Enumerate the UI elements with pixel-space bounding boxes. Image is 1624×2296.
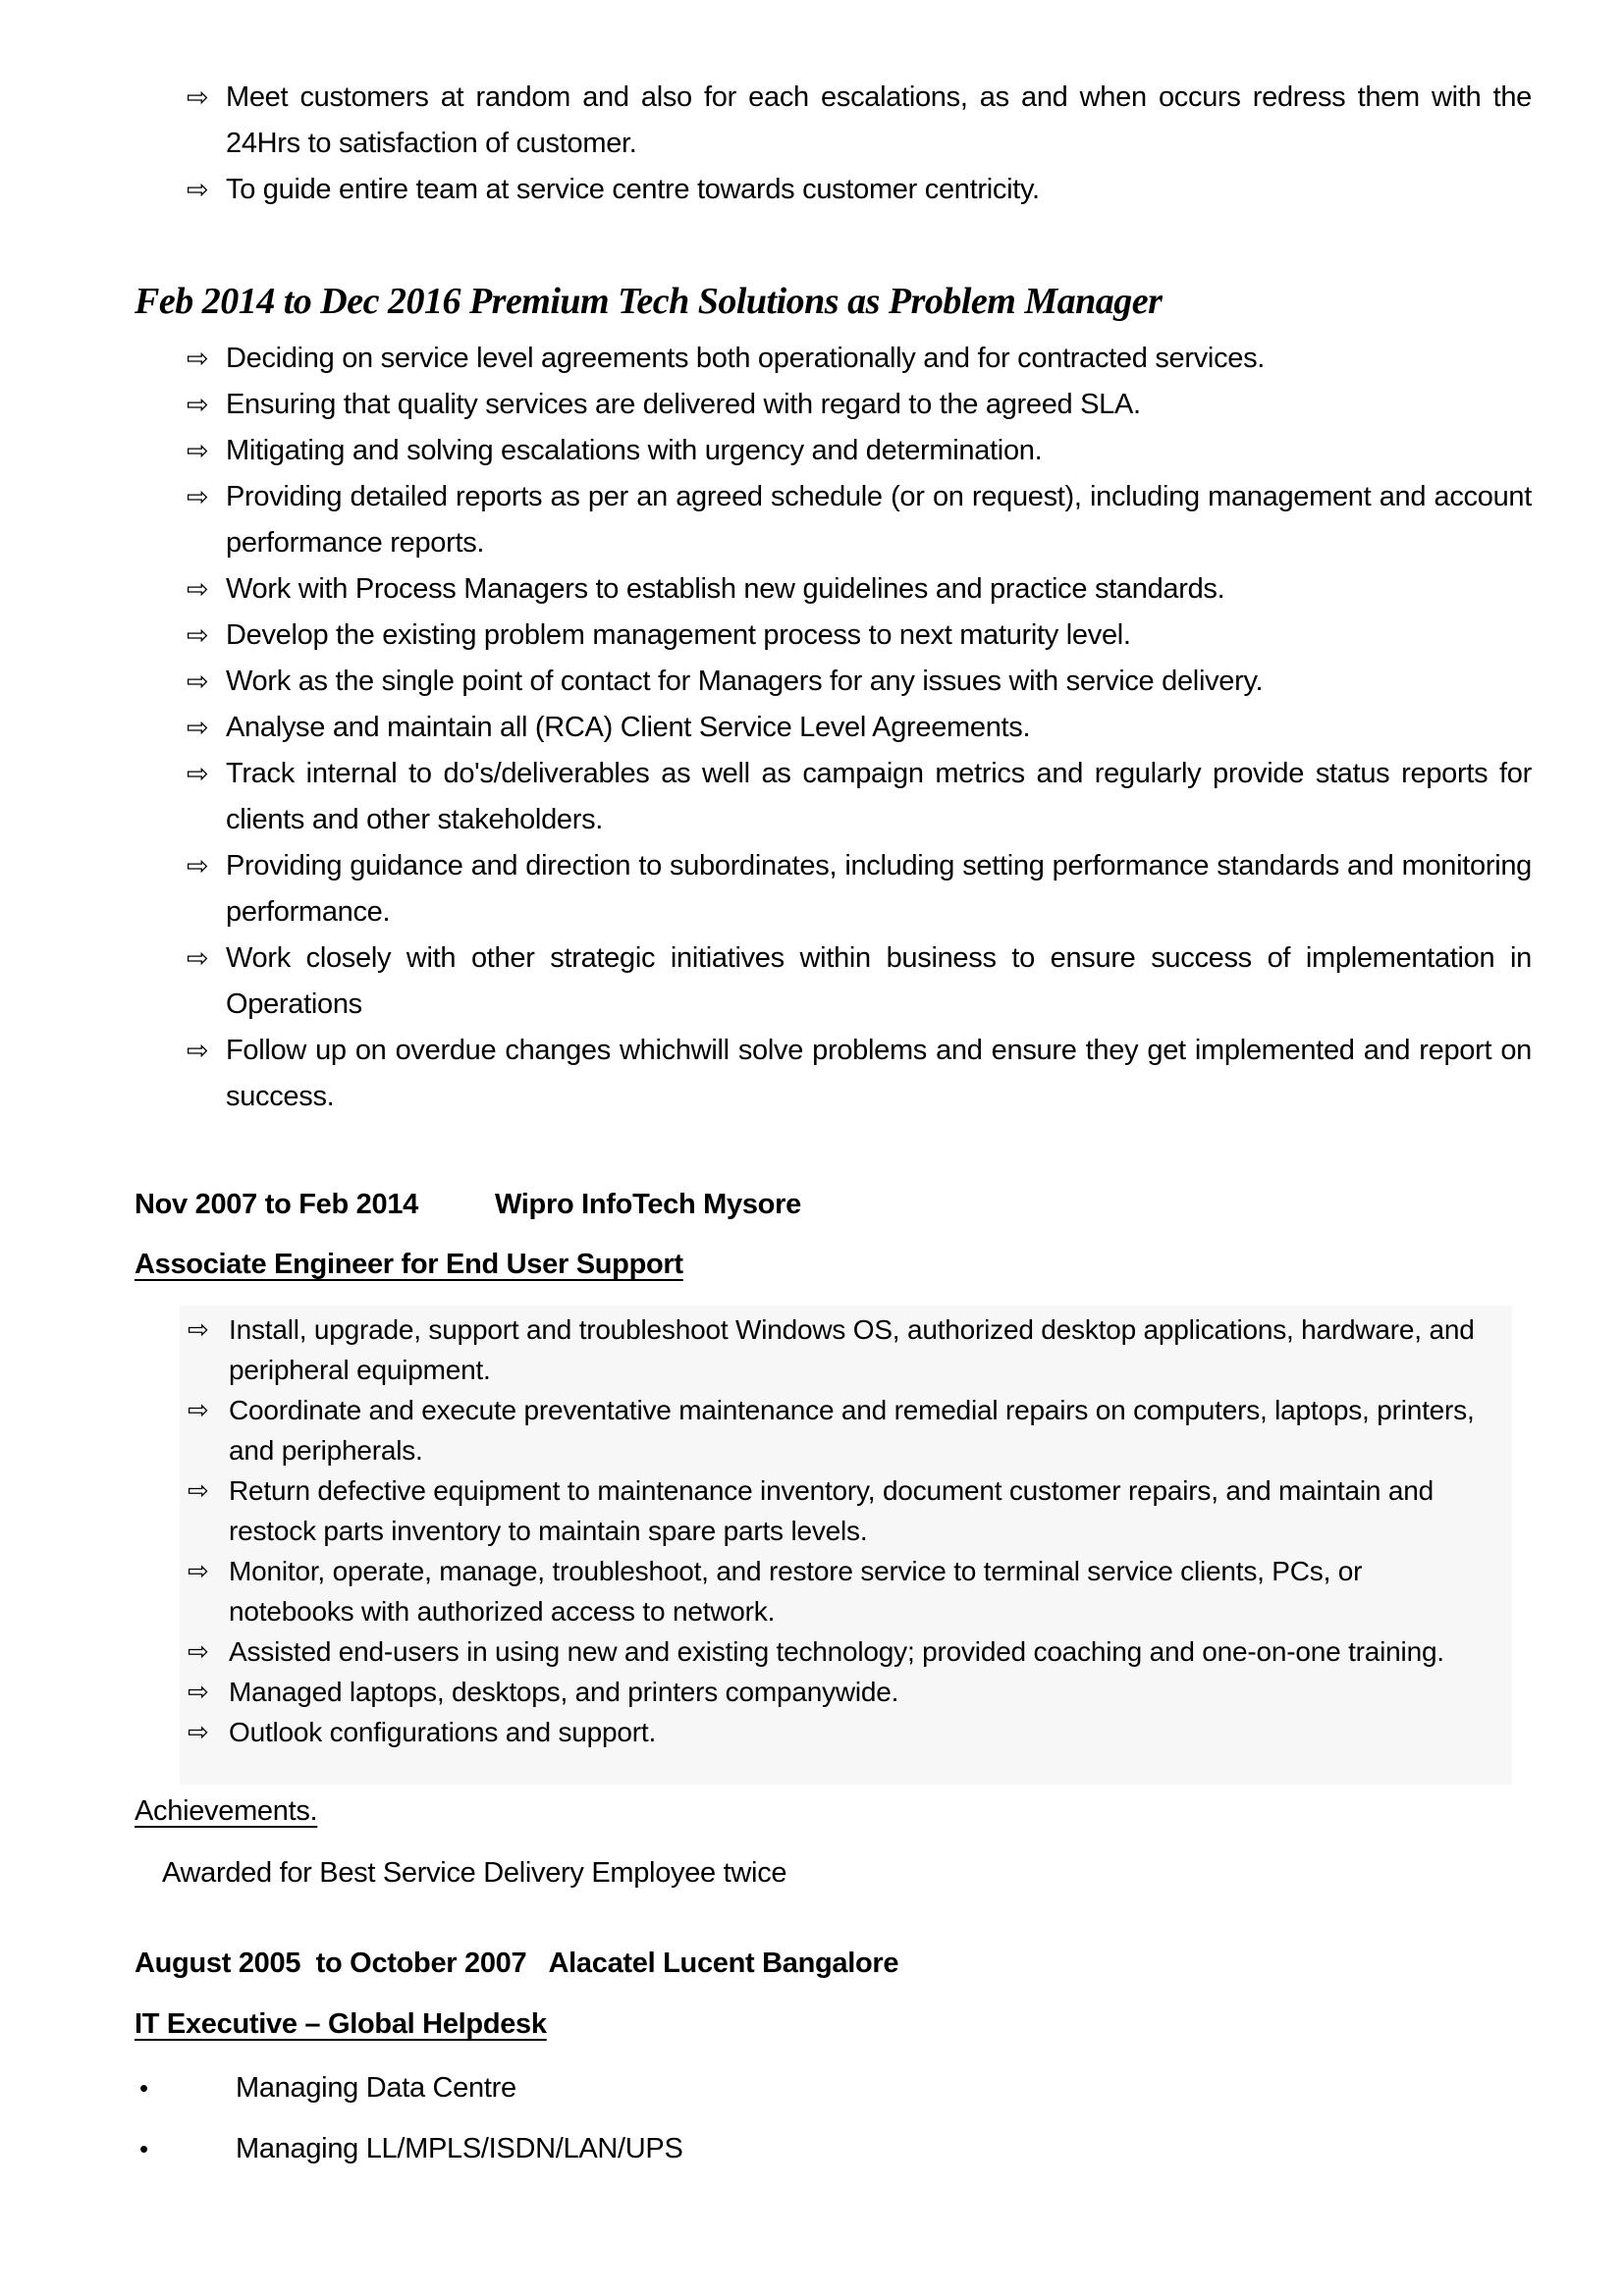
arrow-bullet-icon: ⇨ [187,713,209,742]
list-item [135,382,1532,428]
arrow-bullet-icon: ⇨ [188,1314,209,1344]
job-title-wipro: Associate Engineer for End User Support [135,1249,683,1280]
bullet-text: Managing LL/MPLS/ISDN/LAN/UPS [236,2133,683,2164]
arrow-bullet-icon: ⇨ [188,1636,209,1666]
bullet-text: Coordinate and execute preventative maintenance and remedial repairs on computers, laptops, printers, and peripherals. [229,1395,1475,1466]
arrow-bullet-icon: ⇨ [188,1395,209,1424]
arrow-bullet-icon: ⇨ [187,482,209,511]
bullet-text: Return defective equipment to maintenance inventory, document customer repairs, and maintain and restock parts inventory to maintain spare parts levels. [229,1475,1434,1546]
list-item [180,1712,1488,1752]
list-item [135,613,1532,659]
bullet-text: Monitor, operate, manage, troubleshoot, and restore service to terminal service clients, PCs, or notebooks with authorized access to network. [229,1556,1363,1627]
list-item [180,1551,1488,1631]
bullet-text: Track internal to do's/deliverables as well as campaign metrics and regularly provide status reports for clients and other stakeholders. [226,758,1532,835]
arrow-bullet-icon: ⇨ [187,175,209,204]
bullet-text: Work with Process Managers to establish new guidelines and practice standards. [226,573,1225,605]
bullet-text: Work closely with other strategic initiatives within business to ensure success of implementation in Operations [226,942,1532,1020]
arrow-bullet-icon: ⇨ [187,344,209,373]
arrow-bullet-icon: ⇨ [187,851,209,881]
bullet-text: Work as the single point of contact for Managers for any issues with service delivery. [226,666,1264,697]
list-item [135,2126,1532,2172]
bullet-text: Providing guidance and direction to subordinates, including setting performance standards and monitoring performance. [226,850,1532,928]
bullet-text: To guide entire team at service centre towards customer centricity. [226,174,1040,205]
list-item [135,843,1532,935]
bullet-text: Managed laptops, desktops, and printers companywide. [229,1677,899,1707]
bullet-text: Follow up on overdue changes whichwill solve problems and ensure they get implemented and report on success. [226,1035,1532,1112]
bullet-text: Meet customers at random and also for each escalations, as and when occurs redress them with the 24Hrs to satisfaction of customer. [226,81,1532,159]
list-item [180,1390,1488,1470]
date-company-line: August 2005 to October 2007 Alacatel Lucent Bangalore [135,1948,899,1979]
arrow-bullet-icon: ⇨ [187,574,209,604]
arrow-bullet-icon: ⇨ [187,390,209,419]
list-item [135,566,1532,613]
list-item [135,2065,1532,2111]
arrow-bullet-icon: ⇨ [187,82,209,112]
arrow-bullet-icon: ⇨ [188,1677,209,1706]
date-company-line [135,1182,1532,1228]
list-item [135,167,1532,213]
job-title-alcatel: IT Executive – Global Helpdesk [135,2008,547,2040]
arrow-bullet-icon: ⇨ [188,1717,209,1746]
intro-bullet-list [135,75,1532,213]
arrow-bullet-icon: ⇨ [187,620,209,650]
bullet-text: Ensuring that quality services are delivered with regard to the agreed SLA. [226,389,1141,420]
bullet-text: Providing detailed reports as per an agreed schedule (or on request), including management and account performance reports. [226,481,1532,559]
company-name: Wipro InfoTech Mysore [494,1189,801,1220]
dot-bullet-icon: • [139,2073,148,2103]
arrow-bullet-icon: ⇨ [187,943,209,973]
alcatel-bullet-list [135,2065,1532,2172]
list-item [135,659,1532,705]
list-item [135,935,1532,1028]
list-item [135,474,1532,566]
list-item [135,705,1532,751]
bullet-text: Outlook configurations and support. [229,1717,657,1747]
dot-bullet-icon: • [139,2134,148,2163]
arrow-bullet-icon: ⇨ [188,1556,209,1585]
arrow-bullet-icon: ⇨ [187,667,209,696]
list-item [135,336,1532,382]
bullet-text: Mitigating and solving escalations with urgency and determination. [226,435,1043,466]
list-item [180,1309,1488,1390]
bullet-text: Managing Data Centre [236,2072,516,2104]
achievement-text: Awarded for Best Service Delivery Employee twice [162,1857,787,1889]
bullet-text: Develop the existing problem management process to next maturity level. [226,619,1131,651]
list-item [135,751,1532,843]
arrow-bullet-icon: ⇨ [187,1036,209,1065]
list-item [135,1028,1532,1120]
list-item [180,1672,1488,1712]
list-item [180,1631,1488,1672]
bullet-text: Assisted end-users in using new and existing technology; provided coaching and one-on-one training. [229,1636,1444,1667]
wipro-bullet-list [180,1309,1488,1752]
bullet-text: Deciding on service level agreements both operationally and for contracted services. [226,343,1266,374]
arrow-bullet-icon: ⇨ [188,1475,209,1505]
job-heading-premium: Feb 2014 to Dec 2016 Premium Tech Solutions as Problem Manager [135,281,1163,322]
achievements-heading: Achievements. [135,1795,318,1827]
arrow-bullet-icon: ⇨ [187,759,209,788]
arrow-bullet-icon: ⇨ [187,436,209,465]
list-item [135,75,1532,167]
date-range: Nov 2007 to Feb 2014 [135,1189,418,1220]
shaded-bullet-block [180,1306,1512,1785]
premium-bullet-list [135,336,1532,1120]
list-item [180,1470,1488,1551]
list-item [135,428,1532,474]
bullet-text: Analyse and maintain all (RCA) Client Service Level Agreements. [226,712,1031,743]
bullet-text: Install, upgrade, support and troubleshoot Windows OS, authorized desktop applications, hardware, and peripheral equipment. [229,1314,1475,1385]
